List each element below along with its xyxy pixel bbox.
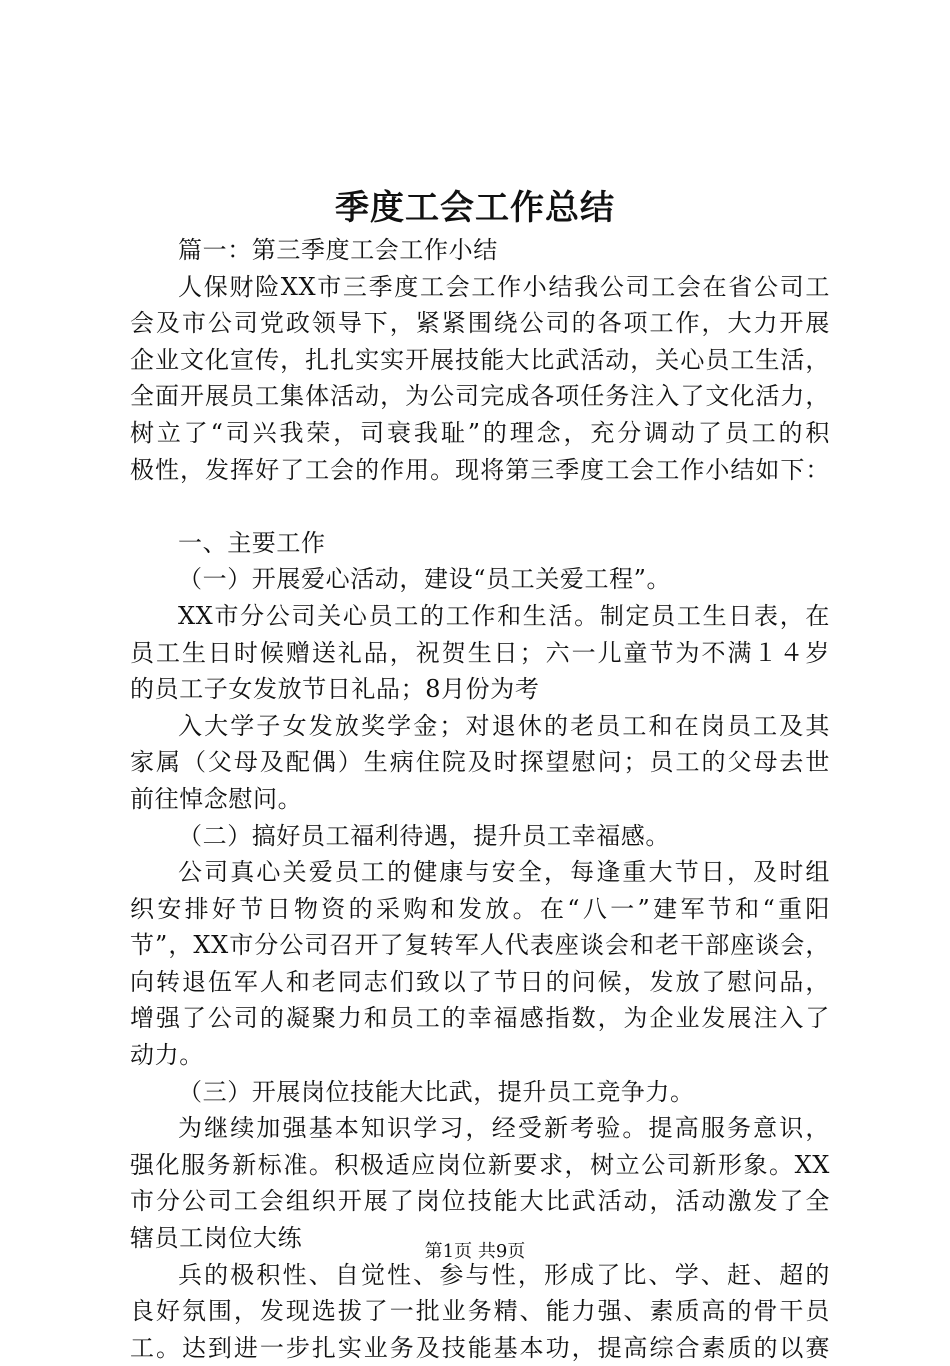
paragraph-line: 兵的极积性、自觉性、参与性，形成了比、学、赶、超的	[178, 1260, 830, 1289]
paragraph-line: 织安排好节日物资的采购和发放。在“八一”建军节和“重阳	[130, 894, 830, 923]
paragraph-line: 节”，XX市分公司召开了复转军人代表座谈会和老干部座谈会，	[130, 931, 830, 960]
paragraph-line: XX市分公司关心员工的工作和生活。制定员工生日表，在	[178, 601, 830, 630]
paragraph-line: 树立了“司兴我荣，司衰我耻”的理念，充分调动了员工的积	[130, 418, 830, 447]
paragraph-line: 全面开展员工集体活动，为公司完成各项任务注入了文化活力，	[130, 382, 830, 411]
subsection-heading: （一）开展爱心活动，建设“员工关爱工程”。	[178, 565, 672, 594]
paragraph-line: 辖员工岗位大练	[130, 1224, 303, 1253]
document-body	[130, 232, 830, 1366]
paragraph-line: 向转退伍军人和老同志们致以了节日的问候，发放了慰问品，	[130, 967, 830, 996]
paragraph-line: 家属（父母及配偶）生病住院及时探望慰问；员工的父母去世	[130, 748, 830, 777]
paragraph-line: 增强了公司的凝聚力和员工的幸福感指数，为企业发展注入了	[130, 1004, 830, 1033]
section-heading: 一、主要工作	[178, 528, 326, 557]
blank-line	[130, 488, 830, 525]
paragraph-line: 市分公司工会组织开展了岗位技能大比武活动，活动激发了全	[130, 1187, 830, 1216]
paragraph-line: 良好氛围，发现选拔了一批业务精、能力强、素质高的骨干员	[130, 1297, 830, 1326]
paragraph-line: 动力。	[130, 1041, 204, 1070]
paragraph-line: 为继续加强基本知识学习，经受新考验。提高服务意识，	[178, 1114, 830, 1143]
paragraph-line: 极性，发挥好了工会的作用。现将第三季度工会工作小结如下：	[130, 455, 830, 484]
paragraph-line: 前往悼念慰问。	[130, 784, 303, 813]
paragraph-line: 人保财险XX市三季度工会工作小结我公司工会在省公司工	[178, 272, 830, 301]
paragraph-line: 入大学子女发放奖学金；对退休的老员工和在岗员工及其	[178, 711, 830, 740]
paragraph-line: 员工生日时候赠送礼品，祝贺生日；六一儿童节为不满１４岁	[130, 638, 830, 667]
paragraph-line: 会及市公司党政领导下，紧紧围绕公司的各项工作，大力开展	[130, 309, 830, 338]
paragraph-line: 的员工子女发放节日礼品；8月份为考	[130, 675, 540, 704]
paragraph-line: 工。达到进一步扎实业务及技能基本功，提高综合素质的以赛	[130, 1333, 830, 1362]
paragraph-line: 公司真心关爱员工的健康与安全，每逢重大节日，及时组	[178, 858, 830, 887]
page-footer: 第1页 共9页	[424, 1241, 526, 1262]
document-title: 季度工会工作总结	[335, 188, 615, 228]
paragraph-line: 强化服务新标准。积极适应岗位新要求，树立公司新形象。XX	[130, 1150, 830, 1179]
paragraph-line: 企业文化宣传，扎扎实实开展技能大比武活动，关心员工生活，	[130, 345, 830, 374]
section-heading: 篇一：第三季度工会工作小结	[178, 236, 498, 264]
subsection-heading: （三）开展岗位技能大比武，提升员工竞争力。	[178, 1077, 695, 1106]
subsection-heading: （二）搞好员工福利待遇，提升员工幸福感。	[178, 821, 670, 850]
